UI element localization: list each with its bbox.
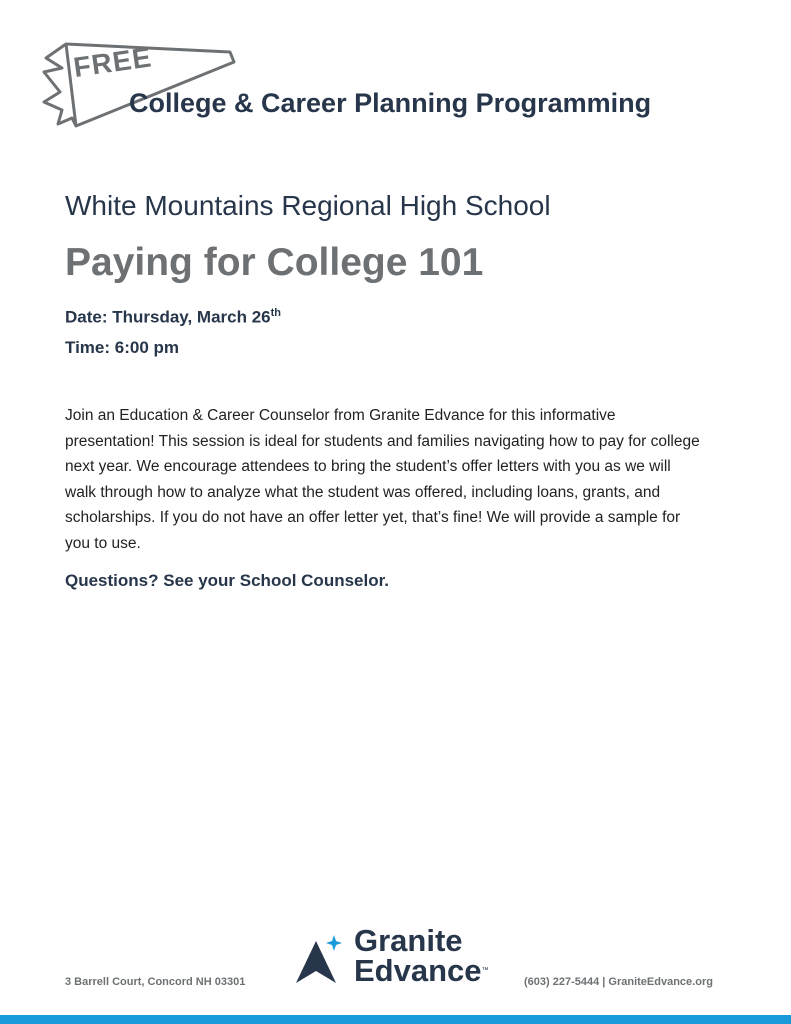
- footer-address: 3 Barrell Court, Concord NH 03301: [65, 976, 246, 988]
- event-title: Paying for College 101: [65, 241, 484, 284]
- footer-contact: (603) 227-5444 | GraniteEdvance.org: [524, 976, 713, 988]
- questions-note: Questions? See your School Counselor.: [65, 571, 390, 590]
- event-time: Time: 6:00 pm: [65, 338, 180, 357]
- mountain-star-logo-icon: [294, 933, 344, 985]
- free-badge: FREE: [71, 41, 154, 84]
- header-title: College & Career Planning Programming: [129, 88, 652, 118]
- logo-edvance-text: Edvance: [354, 953, 482, 988]
- logo-line-edvance: [354, 953, 489, 988]
- footer-accent-bar: [0, 1015, 791, 1024]
- granite-edvance-logo: [354, 923, 489, 988]
- event-description: Join an Education & Career Counselor from Granite Edvance for this informative presentation! This session is ideal for students and families navigating how to pay for college next year. We encourage attendees to bring the student’s offer letters with you as we will walk through how to analyze what the student was offered, including loans, grants, and scholarships. If you do not have an offer letter yet, that’s fine! We will provide a sample for you to use.: [65, 407, 700, 552]
- event-date: [65, 307, 281, 328]
- event-date-suffix: th: [270, 307, 282, 319]
- logo-line-granite: Granite: [354, 923, 463, 958]
- event-date-text: Date: Thursday, March 26: [65, 307, 271, 327]
- trademark-mark: ™: [481, 967, 489, 974]
- school-name: White Mountains Regional High School: [65, 190, 551, 221]
